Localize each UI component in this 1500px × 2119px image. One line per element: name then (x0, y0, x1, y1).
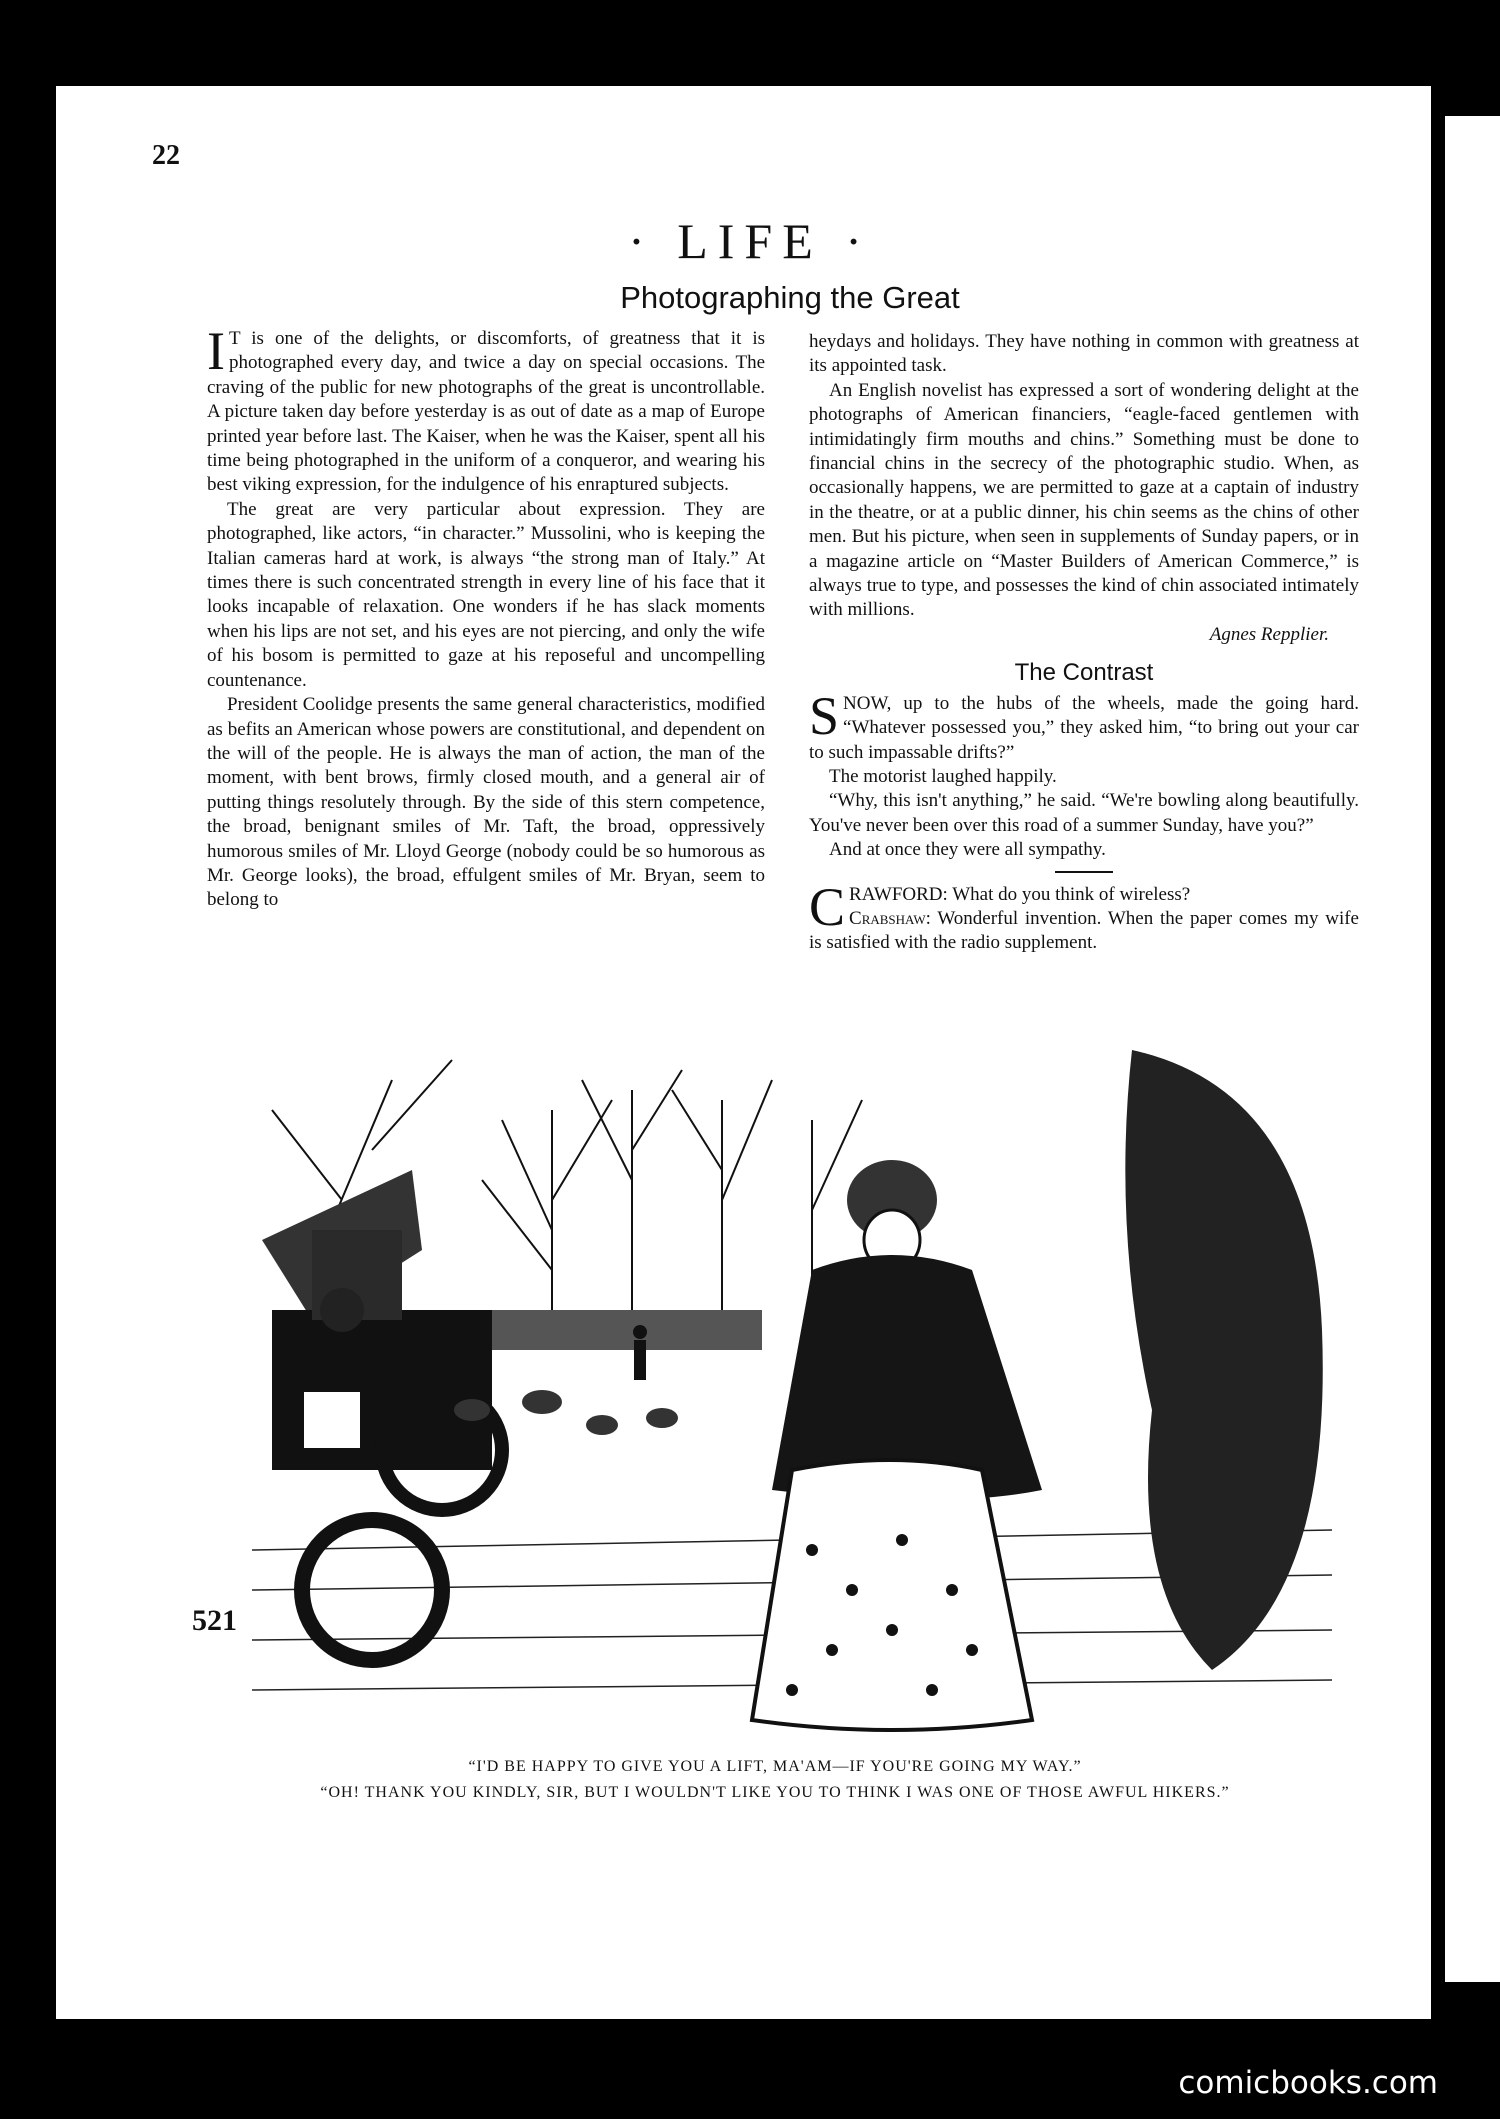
watermark: comicbooks.com (1178, 2065, 1438, 2101)
article-paragraph: I T is one of the delights, or discomforts, of greatness that it is photographed every day, and twice a day on special occasions. The craving of the public for new photographs of the great is uncontrollable. A picture taken day before yesterday is as out of date as a map of Europe printed year before last. The Kaiser, when he was the Kaiser, spent all his time being photographed in the uniform of a conqueror, and wearing his best viking expression, for the indulgence of his enraptured subjects. (207, 321, 765, 496)
caption-line: “I'D BE HAPPY TO GIVE YOU A LIFT, MA'AM—IF YOU'RE GOING MY WAY.” (468, 1758, 1082, 1775)
old-lady-drawing (752, 1160, 1042, 1730)
section-title: The Contrast (1014, 659, 1154, 687)
page-number: 22 (152, 140, 180, 171)
article-column-right (809, 330, 1359, 956)
article-paragraph: heydays and holidays. They have nothing in common with greatness at its appointed task. (809, 331, 1359, 377)
masthead: · LIFE · (628, 213, 872, 269)
article-paragraph: An English novelist has expressed a sort of wondering delight at the photographs of American financiers, “eagle-faced gentlemen with intimidatingly firm mouths and chins.” Something must be done to financial chins in the secrecy of the photographic studio. When, as occasionally happens, we are permitted to gaze at a captain of industry in the theatre, or at a public dinner, his chin seems as the chins of other men. But his picture, when seen in supplements of Sunday papers, or in a magazine article on “Master Builders of American Commerce,” is always true to type, and possesses the kind of chin associated intimately with millions. (809, 379, 1359, 621)
plate-number: 521 (192, 1604, 237, 1637)
drop-cap: C (809, 876, 846, 937)
illustration-caption (200, 1754, 1350, 1806)
drop-cap: S (809, 685, 840, 746)
facing-page-edge (1445, 116, 1500, 1982)
distant-figure (633, 1325, 647, 1380)
contrast-paragraph: SNOW, up to the hubs of the wheels, made the going hard. “Whatever possessed you,” they asked him, “to bring out your car to such impassable drifts?” (809, 685, 1359, 763)
cartoon-illustration (192, 1030, 1332, 1730)
joke-paragraph: CRAWFORD: What do you think of wireless? Crabshaw: Wonderful invention. When the paper comes my wife is satisfied with the radio supplement. (809, 876, 1359, 954)
drop-cap: I (207, 321, 225, 381)
contrast-paragraph: The motorist laughed happily. (829, 765, 1057, 787)
section-divider (1055, 871, 1113, 873)
author-signature: Agnes Repplier. (1209, 623, 1329, 645)
article-paragraph: President Coolidge presents the same general characteristics, modified as befits an American whose powers are constitutional, and dependent on the will of the people. He is always the man of action, the man of the moment, with bent brows, firmly closed mouth, and a general air of putting things resolutely through. By the side of this stern competence, the broad, benignant smiles of Mr. Taft, the broad, oppressively humorous smiles of Mr. Lloyd George (nobody could be so humorous as Mr. George looks), the broad, effulgent smiles of Mr. Bryan, seem to belong to (207, 694, 765, 911)
speaker-name: Crabshaw (849, 907, 926, 929)
contrast-paragraph: And at once they were all sympathy. (829, 839, 1106, 861)
contrast-paragraph: “Why, this isn't anything,” he said. “We're bowling along beautifully. You've never been over this road of a summer Sunday, have you?” (809, 790, 1359, 836)
caption-line: “OH! THANK YOU KINDLY, SIR, BUT I WOULDN'T LIKE YOU TO THINK I WAS ONE OF THOSE AWFUL HIKERS.” (320, 1784, 1230, 1801)
article-paragraph: The great are very particular about expression. They are photographed, like actors, “in character.” Mussolini, who is keeping the Italian cameras hard at work, is always “the strong man of Italy.” At times there is such concentrated strength in every line of his face that it looks incapable of relaxation. One wonders if he has slack moments when his lips are not set, and his eyes are not piercing, and only the wife of his bosom is permitted to gaze at his reposeful and uncompelling countenance. (207, 498, 765, 691)
article-column-left (207, 321, 765, 913)
article-title: Photographing the Great (620, 280, 960, 315)
